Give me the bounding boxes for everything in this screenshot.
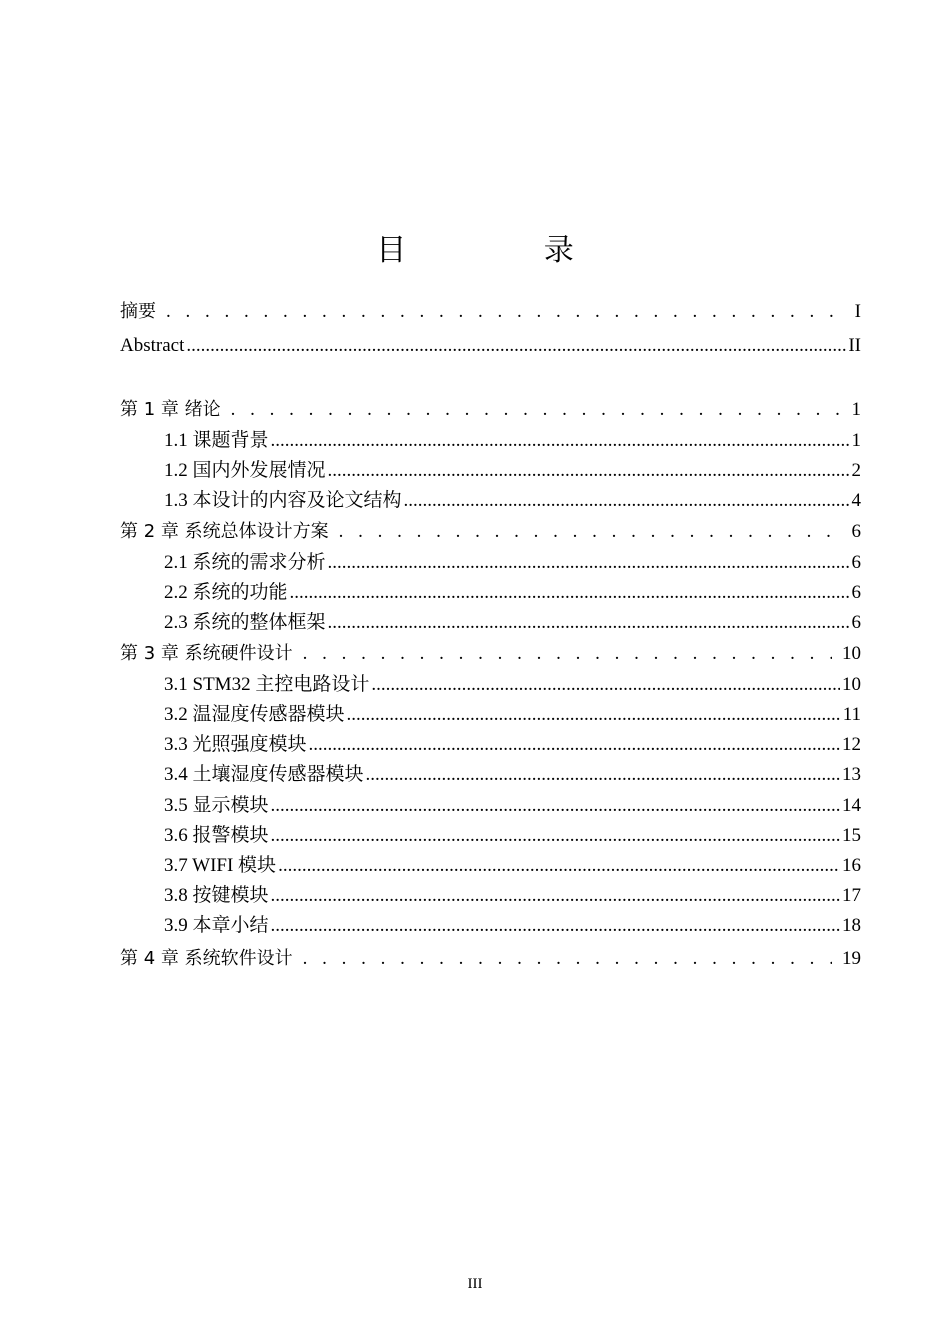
dot-leader	[186, 335, 846, 357]
toc-entry-section[interactable]	[120, 759, 861, 785]
toc-entry-abstract-en[interactable]	[120, 335, 861, 361]
toc-entry-label: 第 4 章 系统软件设计	[120, 948, 293, 969]
dot-leader	[339, 521, 842, 543]
toc-entry-label: 3.4 土壤湿度传感器模块	[164, 764, 364, 785]
dot-leader	[271, 825, 840, 847]
toc-entry-section[interactable]	[120, 607, 861, 633]
toc-entry-label: 2.1 系统的需求分析	[164, 552, 326, 573]
dot-leader	[303, 948, 832, 970]
toc-entry-section[interactable]	[120, 669, 861, 695]
toc-entry-chapter-3[interactable]	[120, 639, 861, 665]
footer-page-number: III	[467, 1276, 483, 1292]
toc-entry-section[interactable]	[120, 455, 861, 481]
toc-entry-label: 摘要	[120, 301, 156, 322]
toc-entry-section[interactable]	[120, 485, 861, 511]
dot-leader	[366, 764, 840, 786]
toc-entry-label: 1.2 国内外发展情况	[164, 460, 326, 481]
toc-entry-section[interactable]	[120, 577, 861, 603]
dot-leader	[271, 885, 840, 907]
toc-entry-page: 4	[851, 490, 861, 511]
toc-entry-label: 1.3 本设计的内容及论文结构	[164, 490, 402, 511]
dot-leader	[271, 795, 840, 817]
toc-entry-section[interactable]	[120, 820, 861, 846]
toc-entry-page: 1	[851, 430, 861, 451]
toc-entry-label: 第 3 章 系统硬件设计	[120, 643, 293, 664]
toc-entry-label: 3.2 温湿度传感器模块	[164, 704, 345, 725]
toc-entry-page: II	[848, 335, 861, 356]
toc-entry-label: 3.8 按键模块	[164, 885, 269, 906]
toc-entry-label: 3.1 STM32 主控电路设计	[164, 674, 370, 695]
toc-entry-label: 3.3 光照强度模块	[164, 734, 307, 755]
dot-leader	[231, 399, 842, 421]
toc-entry-section[interactable]	[120, 880, 861, 906]
toc-entry-page: 6	[851, 552, 861, 573]
dot-leader	[309, 734, 840, 756]
toc-entry-page: 16	[842, 855, 861, 876]
toc-entry-page: 17	[842, 885, 861, 906]
dot-leader	[278, 855, 840, 877]
toc-entry-label: 2.3 系统的整体框架	[164, 612, 326, 633]
toc-entry-abstract-cn[interactable]	[120, 297, 861, 323]
page-title: 目 录	[376, 233, 638, 268]
toc-entry-section[interactable]	[120, 547, 861, 573]
toc-entry-page: 19	[842, 948, 861, 969]
dot-leader	[328, 612, 850, 634]
dot-leader	[303, 643, 832, 665]
toc-entry-label: 第 2 章 系统总体设计方案	[120, 521, 329, 542]
toc-entry-page: 2	[851, 460, 861, 481]
toc-entry-chapter-1[interactable]	[120, 395, 861, 421]
dot-leader	[404, 490, 850, 512]
toc-entry-page: 1	[851, 399, 861, 420]
toc-entry-label: 1.1 课题背景	[164, 430, 269, 451]
toc-entry-page: 6	[851, 612, 861, 633]
toc-entry-section[interactable]	[120, 425, 861, 451]
toc-entry-section[interactable]	[120, 699, 861, 725]
toc-entry-page: 13	[842, 764, 861, 785]
toc-entry-label: 3.6 报警模块	[164, 825, 269, 846]
toc-entry-page: 11	[842, 704, 861, 725]
dot-leader	[371, 674, 840, 696]
toc-entry-page: 10	[842, 674, 861, 695]
dot-leader	[166, 301, 845, 323]
toc-entry-label: 3.7 WIFI 模块	[164, 855, 277, 876]
toc-entry-section[interactable]	[120, 850, 861, 876]
toc-entry-page: I	[854, 301, 861, 322]
toc-entry-page: 6	[851, 582, 861, 603]
toc-entry-section[interactable]	[120, 729, 861, 755]
toc-entry-page: 12	[842, 734, 861, 755]
toc-entry-label: 2.2 系统的功能	[164, 582, 288, 603]
toc-entry-chapter-2[interactable]	[120, 517, 861, 543]
toc-entry-label: 3.5 显示模块	[164, 795, 269, 816]
toc-entry-section[interactable]	[120, 910, 861, 936]
dot-leader	[271, 430, 850, 452]
toc-entry-section[interactable]	[120, 790, 861, 816]
toc-entry-label: 第 1 章 绪论	[120, 399, 221, 420]
toc-entry-page: 18	[842, 915, 861, 936]
toc-entry-page: 6	[851, 521, 861, 542]
toc-entry-page: 10	[842, 643, 861, 664]
dot-leader	[328, 460, 850, 482]
toc-entry-page: 14	[842, 795, 861, 816]
toc-entry-label: 3.9 本章小结	[164, 915, 269, 936]
dot-leader	[271, 915, 840, 937]
toc-entry-page: 15	[842, 825, 861, 846]
dot-leader	[290, 582, 850, 604]
dot-leader	[328, 552, 850, 574]
toc-entry-chapter-4[interactable]	[120, 944, 861, 970]
dot-leader	[347, 704, 841, 726]
toc-entry-label: Abstract	[120, 335, 185, 356]
